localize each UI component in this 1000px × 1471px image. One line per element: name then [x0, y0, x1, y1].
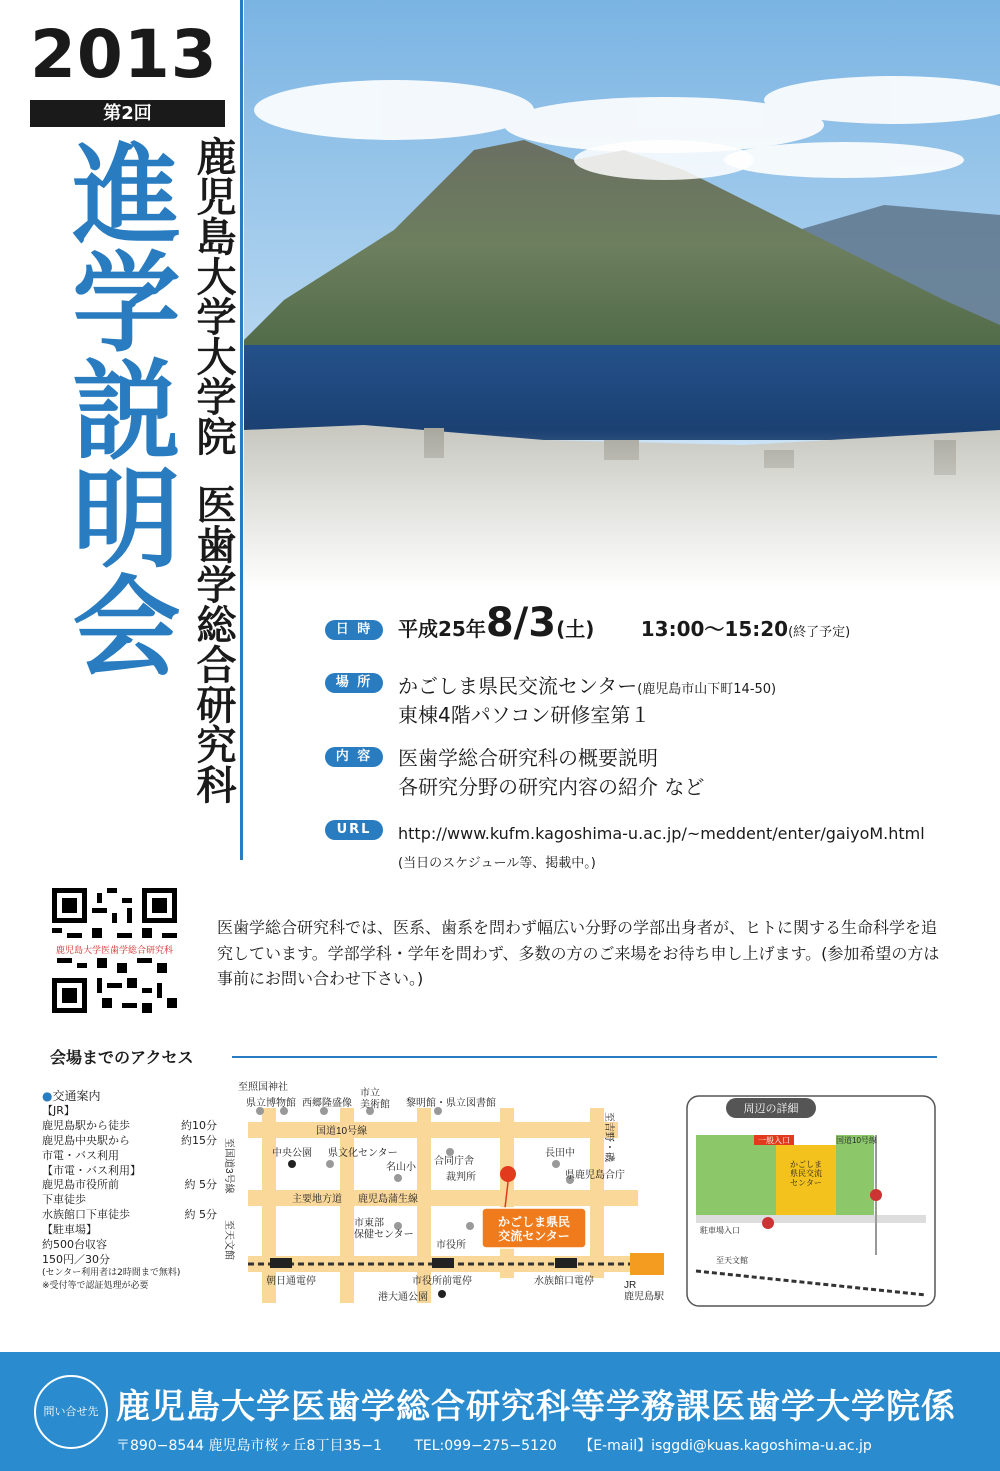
bus-row-label: 鹿児島市役所前 下車徒歩	[42, 1178, 119, 1207]
content-line2: 各研究分野の研究内容の紹介 など	[398, 775, 705, 799]
jr-row	[42, 1119, 217, 1134]
map-label: 国道10号線	[316, 1126, 368, 1137]
poi-icon	[552, 1160, 560, 1168]
map-label: 市役所	[436, 1240, 466, 1251]
map-label: 県立博物館	[246, 1098, 296, 1109]
tram-stop-icon	[555, 1258, 577, 1268]
contact-badge: 問い合せ先	[34, 1375, 108, 1449]
place-room: 東棟4階パソコン研修室第１	[398, 703, 651, 727]
map-label: 至照国神社	[238, 1082, 288, 1093]
jr-row-label: 鹿児島駅から徒歩	[42, 1119, 130, 1133]
map-label: 朝日通電停	[266, 1276, 316, 1287]
bus-row-label: 水族館口下車徒歩	[42, 1208, 130, 1222]
university-label: 鹿児島大学大学院	[190, 136, 236, 456]
poi-icon	[466, 1222, 474, 1230]
map-label: 至天文館	[223, 1220, 234, 1260]
divider	[240, 0, 243, 860]
access-heading: 会場までのアクセス	[50, 1048, 194, 1067]
description: 医歯学総合研究科では、医系、歯系を問わず幅広い分野の学部出身者が、ヒトに関する生命科学を追究しています。学部学科・学年を問わず、多数の方のご来場をお待ち申し上げます。(参加希望の方は事前にお問い合わせ下さい。)	[217, 918, 940, 989]
address-line	[116, 1435, 872, 1455]
road-mid2	[417, 1108, 431, 1303]
edition-badge: 第2回	[30, 100, 225, 127]
green-area	[696, 1135, 776, 1215]
university-name	[178, 136, 238, 804]
map-label: 主要地方道	[292, 1194, 342, 1205]
map-label: 県鹿児島合庁	[565, 1170, 625, 1181]
detail-label: 国道10号線	[836, 1136, 877, 1145]
tram-stop-icon	[270, 1258, 292, 1268]
road-mid1	[340, 1108, 354, 1303]
venue-marker-icon	[500, 1166, 516, 1182]
parking-icon	[762, 1217, 774, 1229]
road-detail	[696, 1215, 926, 1223]
date-prefix: 平成25年	[398, 617, 486, 641]
content-tag: 内 容	[325, 747, 383, 767]
date-day: (土)	[556, 617, 595, 641]
year: 2013	[30, 16, 218, 93]
content-line1: 医歯学総合研究科の概要説明	[398, 746, 658, 770]
qr-code[interactable]	[52, 888, 177, 1013]
venue-label: かごしま県民交流センター	[497, 1215, 571, 1243]
hero-photo	[244, 0, 1000, 590]
place-block	[398, 672, 776, 730]
url-note: (当日のスケジュール等、掲載中。)	[398, 856, 596, 871]
bus-row	[42, 1178, 217, 1208]
park-icon	[288, 1160, 296, 1168]
access-divider	[232, 1056, 937, 1058]
jr-row-time: 約15分	[181, 1133, 217, 1147]
jr-station-icon	[630, 1253, 664, 1275]
parking-line: ※受付等で認証処理が必要	[42, 1280, 149, 1291]
entrance-label: 一般入口	[758, 1136, 790, 1145]
parking-line: (センター利用者は2時間まで無料)	[42, 1268, 181, 1279]
department-name: 鹿児島大学医歯学総合研究科等学務課医歯学大学院係	[116, 1387, 956, 1427]
detail-title: 周辺の詳細	[743, 1103, 799, 1115]
parking-line: 150円／30分	[42, 1252, 110, 1266]
content-block	[398, 744, 704, 802]
bus-row-time: 約 5分	[184, 1208, 217, 1222]
parking-icon	[870, 1189, 882, 1201]
footer	[0, 1352, 1000, 1471]
parking-header: 【駐車場】	[42, 1222, 97, 1236]
map-label: JR 鹿児島駅	[624, 1280, 664, 1303]
transport-title	[42, 1088, 217, 1104]
map-label: 至国道3号線	[223, 1138, 234, 1194]
bus-row	[42, 1208, 217, 1223]
tel: TEL:099−275−5120	[414, 1438, 557, 1454]
school-label: 医歯学総合研究科	[190, 484, 236, 804]
poi-icon	[394, 1174, 402, 1182]
email-label: 【E-mail】	[579, 1438, 652, 1454]
time-note: (終了予定)	[788, 625, 851, 640]
map-label: 長田中	[545, 1148, 575, 1159]
map-label: 中央公園	[272, 1148, 312, 1159]
access-map	[220, 1078, 680, 1313]
email-link[interactable]: isggdi@kuas.kagoshima-u.ac.jp	[651, 1438, 872, 1454]
map-label: 黎明館・県立図書館	[406, 1098, 496, 1109]
transport-title-label: 交通案内	[52, 1089, 101, 1103]
park-icon	[438, 1290, 446, 1298]
jr-header: 【JR】	[42, 1104, 75, 1118]
transport-info	[42, 1088, 217, 1292]
map-label: 市役所前電停	[412, 1276, 472, 1287]
url-tag: URL	[325, 820, 383, 840]
road-west	[262, 1108, 276, 1303]
poi-icon	[446, 1148, 454, 1156]
date-main: 8/3	[485, 600, 557, 646]
jr-row-time: 約10分	[181, 1119, 217, 1133]
place-name: かごしま県民交流センター	[398, 674, 638, 698]
map-label: 名山小	[386, 1162, 416, 1173]
map-label: 市立美術館	[360, 1088, 390, 1111]
url-block	[398, 820, 925, 876]
tram-stop-icon	[432, 1258, 454, 1268]
map-label: 県文化センター	[328, 1148, 398, 1159]
parking-line: 約500台収容	[42, 1237, 107, 1251]
map-label: 港大通公園	[378, 1292, 428, 1303]
map-label: 西郷隆盛像	[302, 1098, 352, 1109]
detail-map	[686, 1095, 936, 1307]
bus-header: 【市電・バス利用】	[42, 1163, 141, 1177]
detail-label: 至天文館	[716, 1256, 748, 1265]
road-east	[590, 1108, 604, 1278]
postal-address: 〒890−8544 鹿児島市桜ヶ丘8丁目35−1	[116, 1438, 382, 1454]
map-label: 合同庁舎	[434, 1156, 474, 1167]
bus-row-time: 約 5分	[184, 1178, 217, 1192]
date-line	[398, 600, 850, 646]
page-title: 進学説明会	[54, 138, 179, 678]
poi-icon	[326, 1160, 334, 1168]
map-label: 裁判所	[446, 1172, 476, 1183]
jr-row	[42, 1134, 217, 1164]
map-label: 鹿児島蒲生線	[358, 1194, 418, 1205]
detail-label: 駐車場入口	[700, 1226, 740, 1235]
map-label: 市東部保健センター	[354, 1218, 414, 1241]
green-area	[836, 1135, 874, 1215]
time: 13:00～15:20	[640, 617, 789, 641]
qr-caption: 鹿児島大学医歯学総合研究科	[52, 943, 177, 956]
place-tag: 場 所	[325, 673, 383, 693]
date-tag: 日 時	[325, 620, 383, 640]
bullet-icon: ●	[42, 1089, 53, 1103]
url-link[interactable]: http://www.kufm.kagoshima-u.ac.jp/~meddent/enter/gaiyoM.html	[398, 824, 925, 843]
detail-label: かごしま県民交流センター	[790, 1160, 822, 1188]
map-label: 至吉野・磯	[603, 1112, 614, 1162]
road-route10	[248, 1122, 618, 1138]
map-label: 水族館口電停	[534, 1276, 594, 1287]
place-address: (鹿児島市山下町14-50)	[637, 682, 777, 697]
jr-row-label: 鹿児島中央駅から 市電・バス利用	[42, 1133, 130, 1162]
